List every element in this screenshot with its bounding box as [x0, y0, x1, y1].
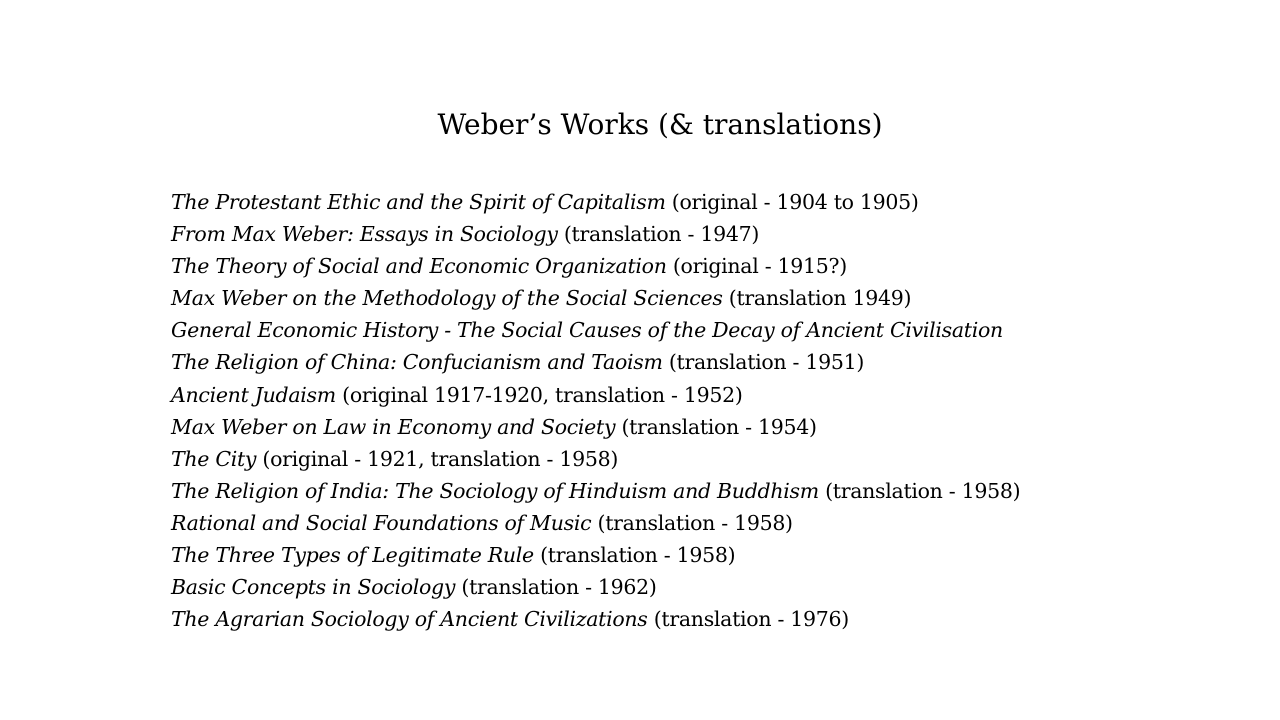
work-item — [171, 507, 1020, 539]
work-title: The Religion of China: Confucianism and Taoism — [171, 350, 663, 375]
work-title: The Agrarian Sociology of Ancient Civilizations — [171, 607, 648, 632]
work-note: (original - 1921, translation - 1958) — [256, 446, 619, 471]
work-item — [171, 218, 1020, 250]
work-title: The City — [171, 446, 257, 471]
work-title: Basic Concepts in Sociology — [171, 575, 456, 600]
work-item — [171, 282, 1020, 314]
work-item — [171, 250, 1020, 282]
work-note: (original 1917-1920, translation - 1952) — [335, 382, 743, 407]
work-note: (translation - 1958) — [818, 478, 1021, 503]
work-note: (translation - 1958) — [591, 510, 793, 535]
work-note: (translation - 1962) — [455, 575, 657, 600]
work-item — [171, 603, 1020, 635]
work-note: (translation - 1951) — [662, 350, 865, 375]
work-note: (original - 1904 to 1905) — [665, 190, 919, 214]
work-item — [171, 346, 1020, 378]
work-title: Max Weber on the Methodology of the Social Sciences — [171, 286, 723, 311]
works-list — [171, 186, 1020, 635]
work-note: (translation 1949) — [722, 286, 912, 311]
work-item — [171, 379, 1020, 411]
work-item — [171, 571, 1020, 603]
work-item — [171, 443, 1020, 475]
work-title: The Theory of Social and Economic Organization — [171, 254, 667, 279]
work-note: (translation - 1954) — [615, 414, 817, 439]
work-item — [171, 539, 1020, 571]
work-title: Rational and Social Foundations of Music — [171, 510, 592, 535]
slide-title: Weber’s Works (& translations) — [437, 108, 883, 141]
work-item — [171, 411, 1020, 443]
work-item — [171, 186, 1020, 218]
work-title: The Religion of India: The Sociology of Hinduism and Buddhism — [171, 478, 819, 503]
work-item — [171, 314, 1020, 346]
work-item — [171, 475, 1020, 507]
work-title: The Three Types of Legitimate Rule — [171, 543, 534, 568]
work-title: Ancient Judaism — [171, 382, 336, 407]
work-title: General Economic History - The Social Causes of the Decay of Ancient Civilisation — [171, 318, 1003, 343]
work-title: From Max Weber: Essays in Sociology — [171, 222, 558, 247]
work-note: (translation - 1976) — [647, 607, 849, 632]
work-note: (translation - 1947) — [557, 222, 760, 247]
work-title: Max Weber on Law in Economy and Society — [171, 414, 616, 439]
work-title: The Protestant Ethic and the Spirit of Capitalism — [171, 190, 666, 214]
work-note: (original - 1915?) — [666, 254, 847, 279]
work-note: (translation - 1958) — [533, 543, 736, 568]
